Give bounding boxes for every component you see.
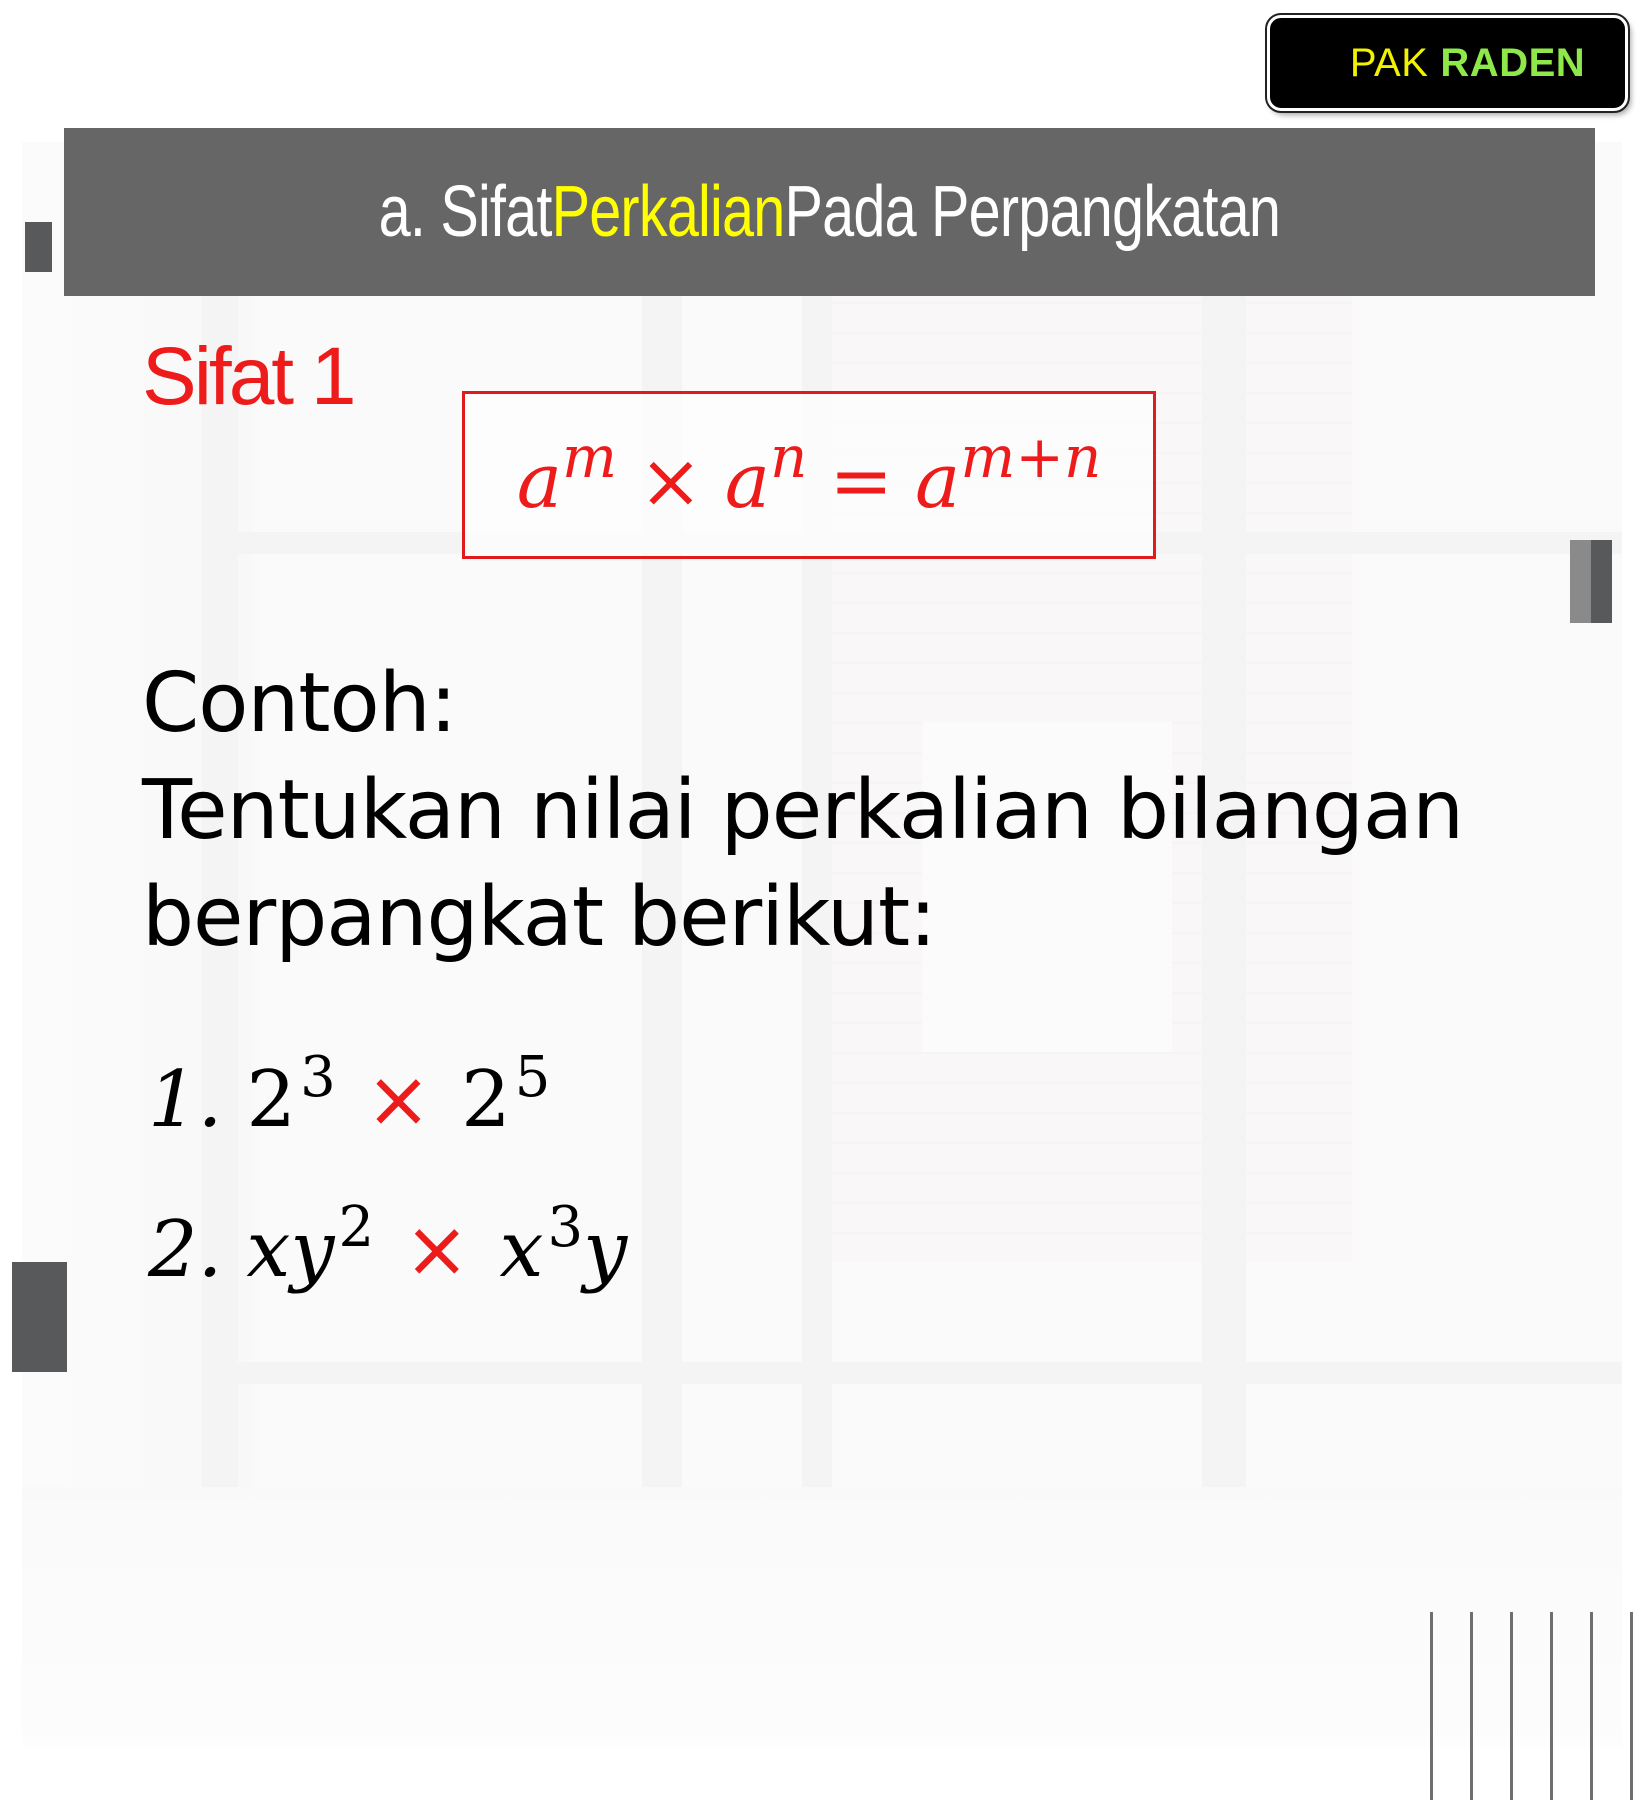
formula-operator: ×: [639, 435, 703, 525]
title-suffix: Pada Perpangkatan: [784, 172, 1281, 252]
problem-exponent: 3: [300, 1045, 336, 1110]
problem-number: 1.: [148, 1055, 223, 1145]
decorative-block: [25, 222, 52, 272]
problem-base: 2: [246, 1055, 297, 1145]
problem-exponent: 2: [338, 1195, 375, 1260]
property-label: Sifat 1: [142, 331, 354, 422]
times-operator: ×: [404, 1205, 470, 1295]
brand-word-pak: PAK: [1349, 40, 1429, 85]
problem-exponent: 5: [514, 1045, 551, 1110]
formula-exponent: m: [562, 422, 617, 491]
title-prefix: a. Sifat: [378, 172, 552, 252]
formula-base: a: [516, 435, 562, 525]
formula: [516, 422, 1102, 525]
times-operator: ×: [365, 1055, 432, 1145]
example-heading: Contoh:: [142, 656, 457, 751]
problem-item: [148, 1045, 551, 1145]
brand-word-raden: RADEN: [1440, 40, 1586, 85]
decorative-block: [12, 1262, 67, 1372]
formula-box: [462, 391, 1156, 559]
brand-badge: [1267, 15, 1628, 111]
example-text: [142, 650, 1463, 971]
problem-number: 2.: [148, 1205, 223, 1295]
problem-item: [148, 1195, 628, 1295]
formula-exponent: n: [770, 422, 808, 491]
formula-equals: =: [829, 435, 894, 525]
problem-base: xy: [246, 1205, 335, 1295]
example-line: berpangkat berikut:: [142, 870, 936, 965]
formula-exponent: m+n: [960, 422, 1102, 491]
decorative-lines: [1430, 1612, 1636, 1800]
page-title: [379, 171, 1280, 253]
problem-base: x: [499, 1205, 544, 1295]
problem-exponent: 3: [547, 1195, 584, 1260]
formula-base: a: [915, 435, 961, 525]
example-line: Tentukan nilai perkalian bilangan: [142, 763, 1464, 858]
problem-base: 2: [461, 1055, 511, 1145]
decorative-block: [1570, 540, 1612, 623]
title-highlight: Perkalian: [551, 172, 785, 252]
title-bar: [64, 128, 1595, 296]
problem-base: y: [583, 1205, 628, 1295]
formula-base: a: [724, 435, 770, 525]
